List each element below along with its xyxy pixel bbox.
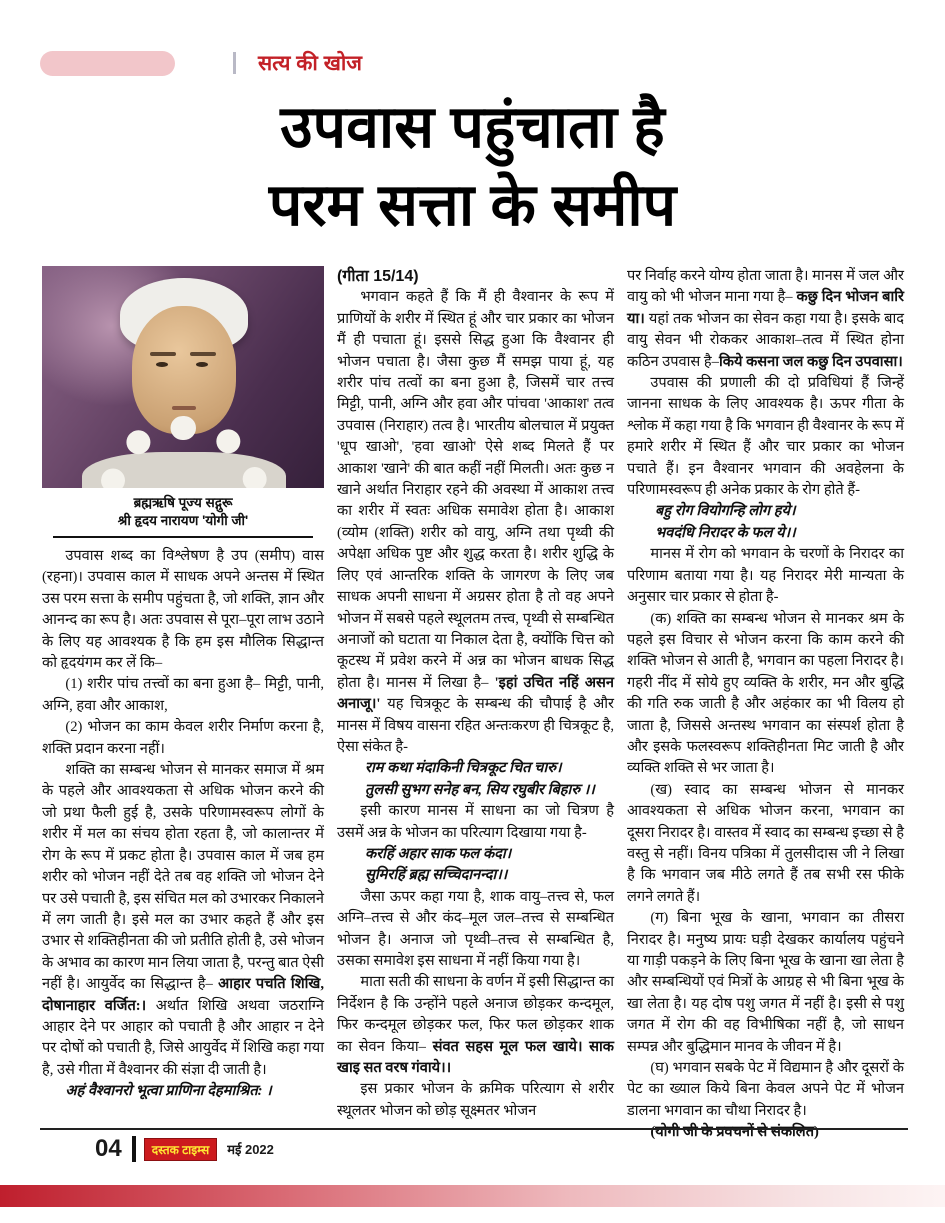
strip-divider — [233, 52, 236, 74]
photo-garland — [100, 416, 268, 488]
paragraph: इस प्रकार भोजन के क्रमिक परित्याग से शरीर स्थूलतर भोजन को छोड़ सूक्ष्मतर भोजन — [337, 1081, 614, 1119]
photo-brow — [190, 352, 216, 356]
section-label: सत्य की खोज — [258, 52, 362, 75]
bottom-gradient-bar — [0, 1185, 945, 1207]
top-strip — [40, 48, 910, 78]
paragraph-text: जैसा ऊपर कहा गया है, शाक वायु–तत्त्व से, फल अग्नि–तत्त्व से और कंद–मूल जल–तत्त्व से सम्बन्धित भोजन है। अनाज जो पृथ्वी–तत्त्व से सम्बन्धित है, उसका समावेश इस साधना में नहीं किया गया है। — [337, 888, 614, 969]
masthead-pill — [40, 51, 175, 76]
paragraph-text: यहां तक भोजन का सेवन कहा गया है। इसके बाद वायु सेवन भी रोककर आकाश–तत्व में स्थित होना कठिन उपवास है– — [627, 310, 904, 370]
manas-quote: 'इहां उचित नहिं असन अनाजू।' — [337, 674, 614, 713]
paragraph-text: पर निर्वाह करने योग्य होता जाता है। मानस में जल और वायु को भी भोजन माना गया है– — [627, 268, 904, 306]
verse-line: भवदंधि निरादर के फल ये।। — [655, 524, 796, 541]
verse-line: बहु रोग वियोगन्हि लोग हये। — [655, 503, 796, 520]
paragraph: (क) शक्ति का सम्बन्ध भोजन से मानकर श्रम के पहले इस विचार से भोजन करना कि काम करने की शक्ति भोजन से आती है, भगवान का पहला निरादर है। गहरी नींद में सोये हुए व्यक्ति के शरीर, मन और बुद्धि की गति रुक जाती है और अहंकार का भी विलय हो जाता है, जिससे अन्तस्थ भगवान का संस्पर्श होता है और इसके फलस्वरूप शक्तिहीनता मिट जाती है और व्यक्ति शक्ति से भर जाता है। — [627, 610, 904, 777]
photo-mouth — [172, 406, 196, 410]
article-headline — [0, 88, 945, 244]
headline-line-2: परम सत्ता के समीप — [268, 172, 677, 238]
manas-quote: कछु दिन भोजन बारि या। — [627, 289, 904, 327]
footer-divider — [132, 1136, 136, 1162]
manas-quote: किये कसना जल कछु दिन उपवासा। — [718, 353, 903, 370]
paragraph: उपवास शब्द का विश्लेषण है उप (समीप) वास (रहना)। उपवास काल में साधक अपने अन्तस में स्थित उस परम सत्ता के समीप पहुंचता है, जो शक्ति, ज्ञान और आनन्द का रूप है। अतः उपवास से पूरा–पूरा लाभ उठाने के लिए यह आवश्यक है कि हम इस मौलिक सिद्धान्त को हृदयंगम कर लें कि– — [42, 548, 324, 672]
caption-line-1: ब्रह्मऋषि पूज्य सद्गुरू — [133, 495, 233, 510]
verse-line: सुमिरहिं ब्रह्म सच्चिदानन्दा।। — [365, 867, 508, 884]
paragraph — [627, 266, 904, 373]
photo-caption — [42, 494, 324, 530]
paragraph-text: अर्थात शिखि अथवा जठराग्नि आहार देने पर आहार को पचाती है और आहार न देने पर दोषों को पचाती है, जिसे आयुर्वेद में शिखि कहा गया है, उसे गीता में वैश्वानर की संज्ञा दी जाती है। — [42, 997, 325, 1078]
paragraph: (ग) बिना भूख के खाना, भगवान का तीसरा निरादर है। मनुष्य प्रायः घड़ी देखकर कार्यालय पहुंचने या गाड़ी पकड़ने के लिए बिना भूख के खाना खा लेता है और सम्बन्धियों एवं मित्रों के आग्रह से भी बिना भूख के खा लेता है। यह दोष पशु जगत में नहीं है। इसी से पशु जगत में रोग की वह विभीषिका नहीं है, जो साधन सम्पन्न और बुद्धिमान मानव के जीवन में है। — [627, 910, 904, 1055]
verse-line: तुलसी सुभग सनेह बन, सिय रघुबीर बिहारु ।। — [365, 781, 595, 798]
article-body — [42, 266, 904, 1144]
photo-eye — [156, 362, 168, 367]
paragraph: (2) भोजन का काम केवल शरीर निर्माण करना है, शक्ति प्रदान करना नहीं। — [42, 719, 324, 757]
verse-line: करहिं अहार साक फल कंदा। — [365, 845, 512, 862]
paragraph: (ख) स्वाद का सम्बन्ध भोजन से मानकर आवश्यकता से अधिक भोजन करना, भगवान का दूसरा निरादर है। वास्तव में स्वाद का सम्बन्ध इच्छा से है वस्तु से नहीं। विनय पत्रिका में तुलसीदास जी ने लिखा है कि भगवान जब मीठे लगते हैं तब सभी रस फीके लगने लगते हैं। — [627, 781, 904, 905]
page-number: 04 — [95, 1135, 122, 1162]
paragraph: इसी कारण मानस में साधना का जो चित्रण है उसमें अन्न के भोजन का परित्याग दिखाया गया है- — [337, 803, 614, 841]
paragraph-text: यह चित्रकूट के सम्बन्ध की चौपाई है और मानस में विषय वासना रहित अन्तःकरण ही चित्रकूट है, ऐसा संकेत है- — [337, 696, 614, 755]
paragraph: (घ) भगवान सबके पेट में विद्यमान है और दूसरों के पेट का ख्याल किये बिना केवल अपने पेट में भोजन डालना भगवान का चौथा निरादर है। — [627, 1060, 904, 1119]
verse — [337, 758, 614, 801]
paragraph-text: माता सती की साधना के वर्णन में इसी सिद्धान्त का निर्देशन है कि उन्होंने पहले अनाज छोड़कर कन्दमूल, फिर कन्दमूल छोड़कर फल, फिर फल छोड़कर शाक का सेवन किया– — [337, 974, 614, 1055]
paragraph — [337, 887, 614, 973]
paragraph-text: भगवान कहते हैं कि मैं ही वैश्वानर के रूप में प्राणियों के शरीर में स्थित हूं और चार प्रकार का भोजन मैं ही पचाता हूं। इससे सिद्ध हुआ कि वैश्वानर ही भोजन पचाता है। जैसा कुछ मैं समझ पाया हूं, यह शरीर पांच तत्वों का बना हुआ है, जिसमें चार तत्त्व मिट्टी, पानी, अग्नि और हवा और पांचवा 'आकाश' तत्व उपवास (निराहार) तत्व है। भारतीय बोलचाल में प्रयुक्त 'धूप खाओ', 'हवा खाओ' ऐसे शब्द मिलते हैं पर आकाश 'खाने' की बात कहीं नहीं मिलती। अतः कुछ न खाने अर्थात निराहार रहने की अवस्था में आकाश तत्त्व का शरीर में स्वतः अधिक समावेश होता है। आकाश (व्योम (शक्ति) शरीर को वायु, अग्नि तथा पृथ्वी की अपेक्षा अधिक पुष्ट और शुद्ध करता है। शरीर शुद्धि के लिए एवं आन्तरिक शक्ति के जागरण के लिए जब साधक अपनी साधना में अग्रसर होता है तो वह अपने भोजन में सबसे पहले स्थूलतम तत्त्व, पृथ्वी से सम्बन्धित अनाजों को घटाता या निकाल देता है, क्योंकि चित्त को कूटस्थ में प्रवेश करने में अन्न का भोजन बाधक सिद्ध होता है। मानस में लिखा है– — [337, 289, 614, 691]
gita-shloka: अहं वैश्वानरो भूत्वा प्राणिना देहमाश्रित: । — [65, 1083, 272, 1100]
verse-line: राम कथा मंदाकिनी चित्रकूट चित चारु। — [365, 760, 562, 777]
paragraph: (1) शरीर पांच तत्त्वों का बना हुआ है– मिट्टी, पानी, अग्नि, हवा और आकाश, — [42, 676, 324, 714]
gita-reference: (गीता 15/14) — [337, 268, 419, 285]
publication-logo: दस्तक टाइम्स — [144, 1138, 218, 1161]
caption-rule — [53, 536, 312, 538]
portrait-photo — [42, 266, 324, 488]
column-1 — [42, 266, 324, 1144]
issue-date: मई 2022 — [227, 1142, 274, 1157]
photo-face — [132, 306, 236, 434]
paragraph — [337, 972, 614, 1079]
photo-eye — [196, 362, 208, 367]
column-3 — [627, 266, 904, 1144]
page-footer — [40, 1128, 908, 1163]
headline-line-1: उपवास पहुंचाता है — [280, 94, 665, 160]
photo-brow — [150, 352, 176, 356]
paragraph — [337, 287, 614, 758]
compiled-note: (योगी जी के प्रवचनों से संकलित) — [650, 1124, 819, 1141]
verse — [627, 501, 904, 544]
paragraph — [42, 760, 324, 1081]
paragraph: मानस में रोग को भगवान के चरणों के निरादर का परिणाम बताया गया है। यह निरादर मेरी मान्यता के अनुसार चार प्रकार से होता है- — [627, 546, 904, 606]
paragraph: उपवास की प्रणाली की दो प्रविधियां हैं जिन्हें जानना साधक के लिए आवश्यक है। ऊपर गीता के श्लोक में कहा गया है कि भगवान ही वैश्वानर के रूप में हमारे शरीर में स्थित हैं और चार प्रकार का भोजन पचाते हैं। इन वैश्वानर भगवान की अवहेलना के परिणामस्वरूप ही अनेक प्रकार के रोग होते हैं- — [627, 375, 904, 499]
manas-quote: संवत सहस मूल फल खाये। साक खाइ सत वरष गंवाये।। — [337, 1038, 614, 1077]
caption-line-2: श्री हृदय नारायण 'योगी जी' — [117, 513, 249, 528]
column-2 — [337, 266, 614, 1144]
paragraph-text: शक्ति का सम्बन्ध भोजन से मानकर समाज में श्रम के पहले और आवश्यकता से अधिक भोजन करने की जो प्रथा फैली हुई है, उसके परिणामस्वरूप लोगों के शरीर में मल का संचय होता रहता है, जो कालान्तर में रोग के रूप में प्रकट होता है। उपवास काल में जब हम शरीर को भोजन नहीं देते तब वह शक्ति जो भोजन देने पर उसे पचाती है, इस संचित मल को उभारकर निकालने में लग जाती है। इसे मल का उभार कहते हैं और इस उभार से शक्तिहीनता की जो प्रतीति होती है, उसे भोजन के अभाव का कारण मान लिया जाता है, परन्तु बात ऐसी नहीं है। आयुर्वेद का सिद्धान्त है– — [42, 762, 324, 993]
ayurveda-sutra: आहार पचति शिखि, दोषानाहार वर्जित:। — [42, 976, 325, 1014]
verse — [337, 844, 614, 887]
